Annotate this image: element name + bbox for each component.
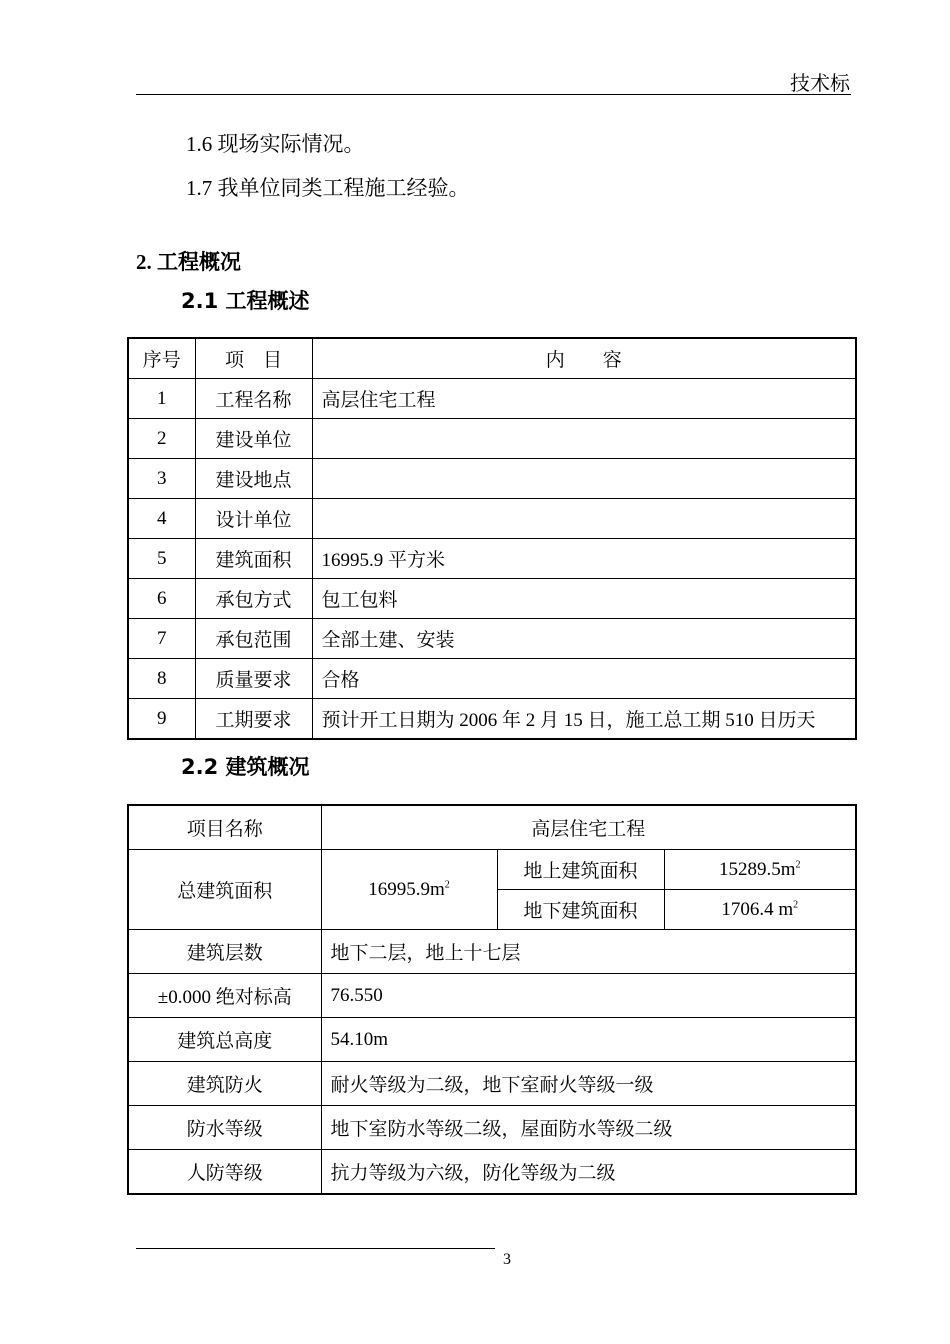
row-no: 5: [128, 539, 195, 579]
row-item: 建设地点: [195, 459, 312, 499]
header-cell-content: 内 容: [312, 338, 856, 379]
table-row: [128, 459, 856, 499]
above-ground-area-label: 地上建筑面积: [497, 850, 664, 890]
header-rule: [136, 94, 851, 95]
row-label: 建筑总高度: [128, 1018, 321, 1062]
row-item: 工期要求: [195, 699, 312, 740]
table-row: [128, 1018, 856, 1062]
table-row: [128, 805, 856, 850]
total-area-number: 16995.9m: [368, 878, 445, 900]
footer-rule: [136, 1248, 495, 1249]
row-no: 3: [128, 459, 195, 499]
table-row: [128, 419, 856, 459]
row-no: 9: [128, 699, 195, 740]
table-row: [128, 1150, 856, 1195]
table-row: [128, 659, 856, 699]
total-area-value: [321, 850, 497, 930]
row-item: 工程名称: [195, 379, 312, 419]
row-label: ±0.000 绝对标高: [128, 974, 321, 1018]
row-value: 抗力等级为六级，防化等级为二级: [321, 1150, 856, 1195]
total-area-label: 总建筑面积: [128, 850, 321, 930]
table-row: [128, 699, 856, 740]
project-overview-table: [127, 337, 857, 740]
row-item: 承包范围: [195, 619, 312, 659]
intro-line-1-6: 1.6 现场实际情况。: [186, 132, 365, 156]
row-no: 6: [128, 579, 195, 619]
page-number: 3: [503, 1251, 511, 1268]
row-item: 建筑面积: [195, 539, 312, 579]
row-content: 预计开工日期为 2006 年 2 月 15 日，施工总工期 510 日历天: [312, 699, 856, 740]
table-row: [128, 579, 856, 619]
row-value: 76.550: [321, 974, 856, 1018]
row-value: 54.10m: [321, 1018, 856, 1062]
below-ground-area-unit-sup: 2: [793, 899, 799, 911]
header-cell-item: 项 目: [195, 338, 312, 379]
subsection-heading-2-2: 2.2 建筑概况: [181, 755, 310, 779]
table-row: [128, 619, 856, 659]
below-ground-area-value: [664, 890, 856, 930]
header-cell-no: 序号: [128, 338, 195, 379]
section-heading: 2. 工程概况: [136, 250, 241, 274]
row-content: 包工包料: [312, 579, 856, 619]
row-value: 地下二层，地上十七层: [321, 930, 856, 974]
table-row: [128, 499, 856, 539]
building-overview-table: [127, 804, 857, 1195]
row-value: 地下室防水等级二级，屋面防水等级二级: [321, 1106, 856, 1150]
subsection-heading-2-1: 2.1 工程概述: [181, 289, 310, 313]
row-content: 合格: [312, 659, 856, 699]
project-name-label: 项目名称: [128, 805, 321, 850]
row-content: 全部土建、安装: [312, 619, 856, 659]
table-row: [128, 379, 856, 419]
row-item: 设计单位: [195, 499, 312, 539]
row-no: 1: [128, 379, 195, 419]
above-ground-area-value: [664, 850, 856, 890]
row-content: 高层住宅工程: [312, 379, 856, 419]
row-item: 质量要求: [195, 659, 312, 699]
row-label: 建筑层数: [128, 930, 321, 974]
row-label: 人防等级: [128, 1150, 321, 1195]
above-ground-area-number: 15289.5m: [718, 858, 796, 880]
row-item: 建设单位: [195, 419, 312, 459]
row-content: [312, 419, 856, 459]
row-content: [312, 459, 856, 499]
project-name-value: 高层住宅工程: [321, 805, 856, 850]
row-no: 8: [128, 659, 195, 699]
intro-line-1-7: 1.7 我单位同类工程施工经验。: [186, 176, 470, 200]
row-item: 承包方式: [195, 579, 312, 619]
row-content: [312, 499, 856, 539]
table-row: [128, 930, 856, 974]
below-ground-area-number: 1706.4 m: [721, 898, 794, 920]
row-no: 4: [128, 499, 195, 539]
row-no: 7: [128, 619, 195, 659]
row-label: 建筑防火: [128, 1062, 321, 1106]
row-label: 防水等级: [128, 1106, 321, 1150]
table-row: [128, 1106, 856, 1150]
table-row: [128, 1062, 856, 1106]
row-content: 16995.9 平方米: [312, 539, 856, 579]
table-header-row: [128, 338, 856, 379]
row-no: 2: [128, 419, 195, 459]
row-value: 耐火等级为二级，地下室耐火等级一级: [321, 1062, 856, 1106]
total-area-unit-sup: 2: [444, 879, 450, 891]
table-row: [128, 850, 856, 890]
above-ground-area-unit-sup: 2: [795, 859, 801, 871]
page-header-text: 技术标: [790, 73, 850, 95]
table-row: [128, 974, 856, 1018]
table-row: [128, 539, 856, 579]
below-ground-area-label: 地下建筑面积: [497, 890, 664, 930]
